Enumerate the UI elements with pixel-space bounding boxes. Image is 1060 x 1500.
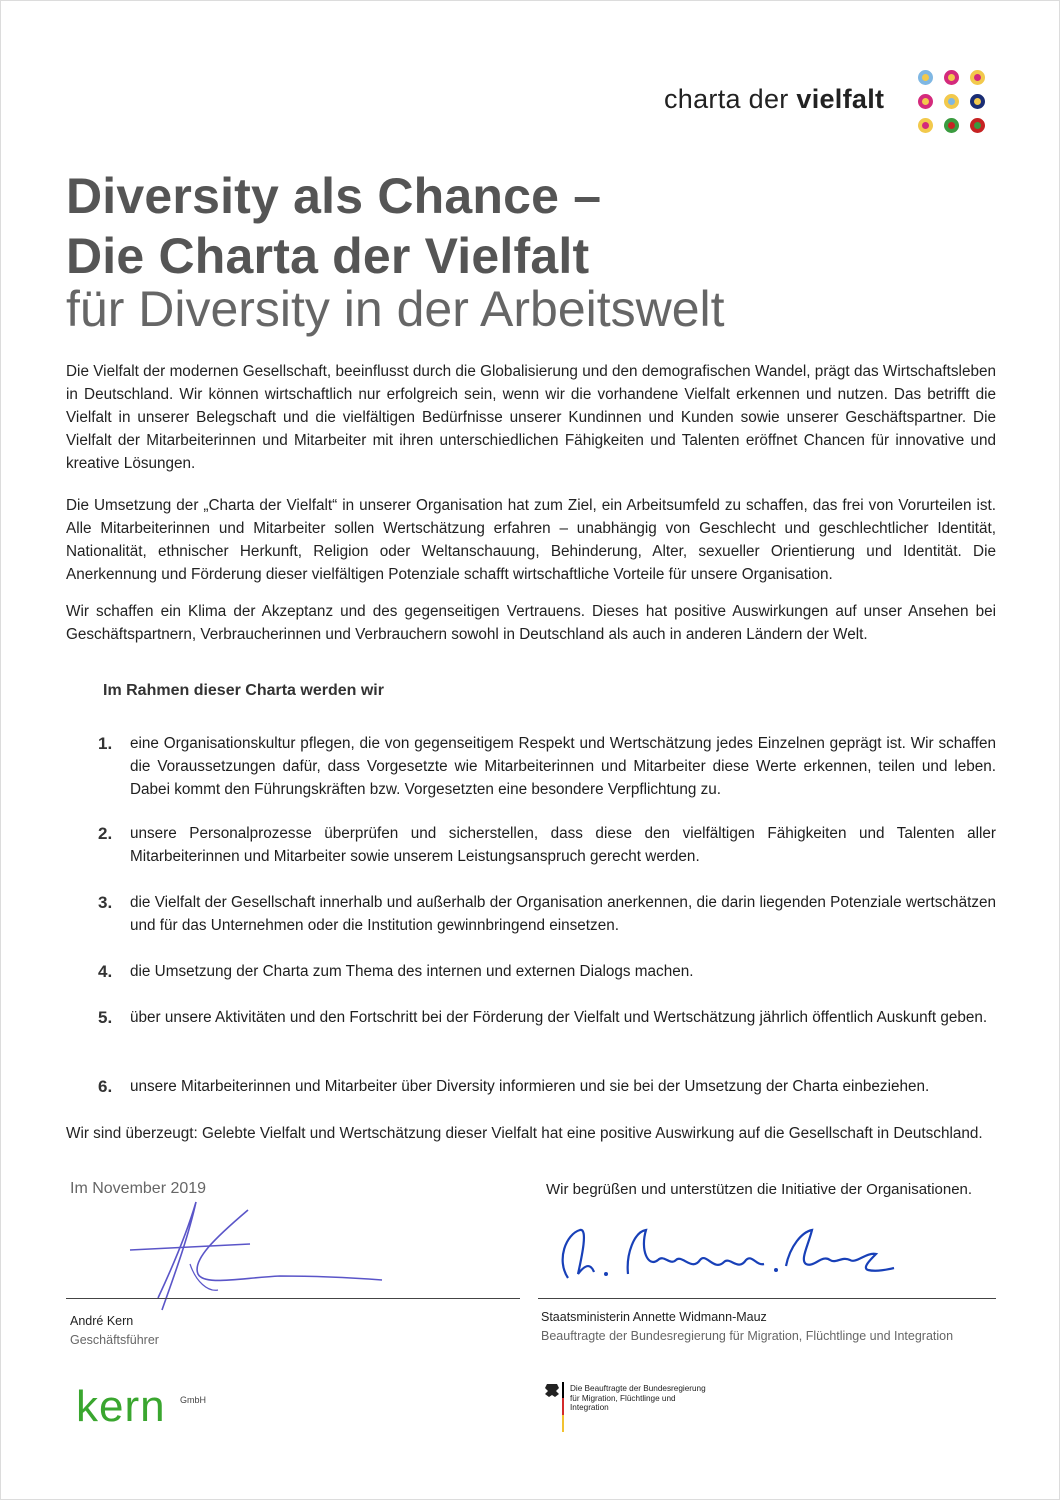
list-item-text: unsere Personalprozesse überprüfen und sicherstellen, dass diese den vielfältigen Fähigkeiten und Talenten aller Mitarbeiterinnen und Mitarbeiter sowie unserem Leistungsanspruch gerecht werden. bbox=[130, 825, 996, 865]
list-item-number: 3. bbox=[98, 893, 113, 912]
logo-dot bbox=[970, 70, 985, 85]
list-item-text: unsere Mitarbeiterinnen und Mitarbeiter über Diversity informieren und sie bei der Umsetzung der Charta einbeziehen. bbox=[130, 1078, 930, 1095]
logo-dot bbox=[970, 94, 985, 109]
list-item-text: die Umsetzung der Charta zum Thema des internen und externen Dialogs machen. bbox=[130, 963, 694, 980]
list-item bbox=[66, 1006, 996, 1029]
office-line-1: Die Beauftragte der Bundesregierung bbox=[570, 1384, 706, 1393]
kern-company-suffix: GmbH bbox=[180, 1395, 207, 1405]
page-title bbox=[66, 166, 601, 286]
paragraph-2: Die Umsetzung der „Charta der Vielfalt“ in unserer Organisation hat zum Ziel, ein Arbeitsumfeld zu schaffen, das frei von Vorurteilen ist. Alle Mitarbeiterinnen und Mitarbeiter sollen Wertschätzung erfahren – unabhängig von Geschlecht und geschlechtlicher Identität, Nationalität, ethnischer Herkunft, Religion oder Weltanschauung, Behinderung, Alter, sexueller Orientierung und Identität. Die Anerkennung und Förderung dieser vielfältigen Potenziale schafft wirtschaftliche Vorteile für unsere Organisation. bbox=[66, 497, 996, 583]
signer-role-right: Beauftragte der Bundesregierung für Migration, Flüchtlinge und Integration bbox=[541, 1329, 954, 1343]
logo-dot bbox=[944, 70, 959, 85]
signature-line-right bbox=[538, 1298, 996, 1299]
handwritten-signature-right bbox=[550, 1216, 900, 1296]
office-line-2: für Migration, Flüchtlinge und bbox=[570, 1393, 676, 1403]
signature-line-left bbox=[66, 1298, 520, 1299]
list-item bbox=[66, 732, 996, 801]
logo-dot bbox=[918, 70, 933, 85]
title-line-1: Diversity als Chance – bbox=[66, 168, 602, 224]
list-item bbox=[66, 891, 996, 937]
signer-name-left: André Kern bbox=[70, 1314, 134, 1328]
list-item-number: 1. bbox=[98, 734, 113, 753]
title-line-2: Die Charta der Vielfalt bbox=[66, 228, 590, 284]
logo-dot bbox=[944, 94, 959, 109]
logo-dot bbox=[970, 118, 985, 133]
list-item-text: über unsere Aktivitäten und den Fortschritt bei der Förderung der Vielfalt und Wertschätzung jährlich öffentlich Auskunft geben. bbox=[130, 1009, 988, 1026]
list-item bbox=[66, 822, 996, 868]
list-item-number: 4. bbox=[98, 962, 113, 981]
support-statement: Wir begrüßen und unterstützen die Initiative der Organisationen. bbox=[546, 1181, 973, 1198]
office-line-3: Integration bbox=[570, 1403, 609, 1412]
logo-text-prefix: charta der bbox=[664, 84, 797, 114]
charta-logo-dots-icon bbox=[918, 70, 988, 136]
paragraph-1: Die Vielfalt der modernen Gesellschaft, beeinflusst durch die Globalisierung und den demografischen Wandel, prägt das Wirtschaftsleben in Deutschland. Wir können wirtschaftlich nur erfolgreich sein, wenn wir die vorhandene Vielfalt erkennen und nutzen. Das betrifft die Vielfalt in unserer Belegschaft und die vielfältigen Bedürfnisse unserer Kundinnen und Kunden sowie unserer Geschäftspartner. Die Vielfalt der Mitarbeiterinnen und Mitarbeiter mit ihren unterschiedlichen Fähigkeiten und Talenten eröffnet Chancen für innovative und kreative Lösungen. bbox=[66, 363, 996, 472]
page-subtitle: für Diversity in der Arbeitswelt bbox=[66, 281, 725, 337]
paragraph-3: Wir schaffen ein Klima der Akzeptanz und des gegenseitigen Vertrauens. Dieses hat positive Auswirkungen auf unser Ansehen bei Geschäftspartnern, Verbraucherinnen und Verbrauchern sowohl in Deutschland als auch in anderen Ländern der Welt. bbox=[66, 603, 996, 643]
list-item bbox=[66, 1075, 996, 1098]
federal-eagle-icon bbox=[540, 1382, 564, 1432]
signer-name-right: Staatsministerin Annette Widmann-Mauz bbox=[541, 1310, 767, 1324]
kern-company-logo: kern bbox=[76, 1382, 166, 1431]
closing-statement: Wir sind überzeugt: Gelebte Vielfalt und Wertschätzung dieser Vielfalt hat eine positive Auswirkung auf die Gesellschaft in Deutschland. bbox=[66, 1125, 983, 1142]
logo-dot bbox=[918, 94, 933, 109]
list-item-text: eine Organisationskultur pflegen, die von gegenseitigem Respekt und Wertschätzung jedes Einzelnen geprägt ist. Wir schaffen die Voraussetzungen dafür, dass Vorgesetzte wie Mitarbeiterinnen und Mitarbeiter diese Werte erkennen, teilen und leben. Dabei kommt den Führungskräften bzw. Vorgesetzten eine besondere Verpflichtung zu. bbox=[130, 735, 996, 798]
signer-role-left: Geschäftsführer bbox=[70, 1333, 159, 1347]
charta-logo-text bbox=[664, 84, 884, 115]
signature-date: Im November 2019 bbox=[70, 1180, 207, 1197]
logo-dot bbox=[918, 118, 933, 133]
list-item-text: die Vielfalt der Gesellschaft innerhalb und außerhalb der Organisation anerkennen, die darin liegenden Potenziale wertschätzen und für das Unternehmen oder die Institution gewinnbringend einsetzen. bbox=[130, 894, 996, 934]
logo-text-bold: vielfalt bbox=[796, 84, 885, 114]
office-name bbox=[570, 1384, 710, 1413]
list-item-number: 5. bbox=[98, 1008, 113, 1027]
logo-dot bbox=[944, 118, 959, 133]
list-heading: Im Rahmen dieser Charta werden wir bbox=[103, 682, 384, 699]
handwritten-signature-left bbox=[100, 1198, 400, 1320]
list-item-number: 2. bbox=[98, 824, 113, 843]
list-item bbox=[66, 960, 996, 983]
list-item-number: 6. bbox=[98, 1077, 113, 1096]
